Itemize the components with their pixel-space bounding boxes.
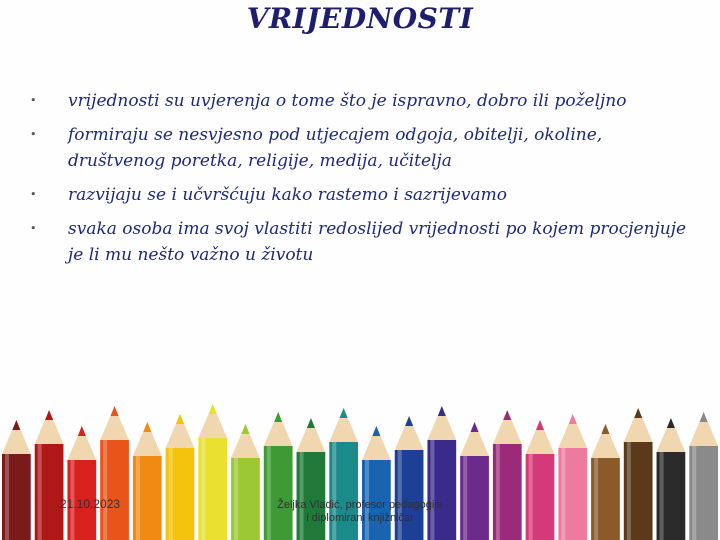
pencil-icon: [198, 404, 227, 540]
pencil-icon: [558, 414, 587, 540]
pencil-icon: [657, 418, 686, 540]
footer-author: [250, 499, 470, 525]
footer-date: 21.10.2023: [60, 497, 121, 511]
bullet-list: [28, 88, 698, 276]
bullet-text: formiraju se nesvjesno pod utjecajem odgoja, obitelji, okoline, društvenog poretka, religije, medija, učitelja: [68, 125, 603, 171]
bullet-text: vrijednosti su uvjerenja o tome što je ispravno, dobro ili poželjno: [68, 91, 627, 111]
bullet-text: razvijaju se i učvršćuju kako rastemo i sazrijevamo: [68, 185, 507, 205]
slide-title: VRIJEDNOSTI: [246, 2, 474, 35]
bullet-marker-icon: •: [30, 222, 37, 235]
bullet-marker-icon: •: [30, 128, 37, 141]
bullet-item: [28, 182, 698, 208]
bullet-item: [28, 88, 698, 114]
bullet-item: [28, 216, 698, 268]
bullet-marker-icon: •: [30, 188, 37, 201]
pencil-icon: [493, 410, 522, 540]
pencil-icon: [100, 406, 129, 540]
pencil-icon: [689, 412, 718, 540]
pencil-icon: [166, 414, 195, 540]
pencil-icon: [67, 426, 96, 540]
pencil-icon: [526, 420, 555, 540]
pencil-icon: [133, 422, 162, 540]
bullet-text: svaka osoba ima svoj vlastiti redoslijed vrijednosti po kojem procjenjuje je li mu nešto važno u životu: [68, 219, 687, 265]
bullet-item: [28, 122, 698, 174]
pencil-icon: [624, 408, 653, 540]
bullet-marker-icon: •: [30, 94, 37, 107]
pencil-icon: [2, 420, 31, 540]
pencil-icon: [591, 424, 620, 540]
footer-author-line: Željka Vladić, profesor pedagogije: [277, 499, 443, 511]
footer-author-line: i diplomirani knjižničar: [306, 512, 414, 524]
pencil-icon: [35, 410, 64, 540]
